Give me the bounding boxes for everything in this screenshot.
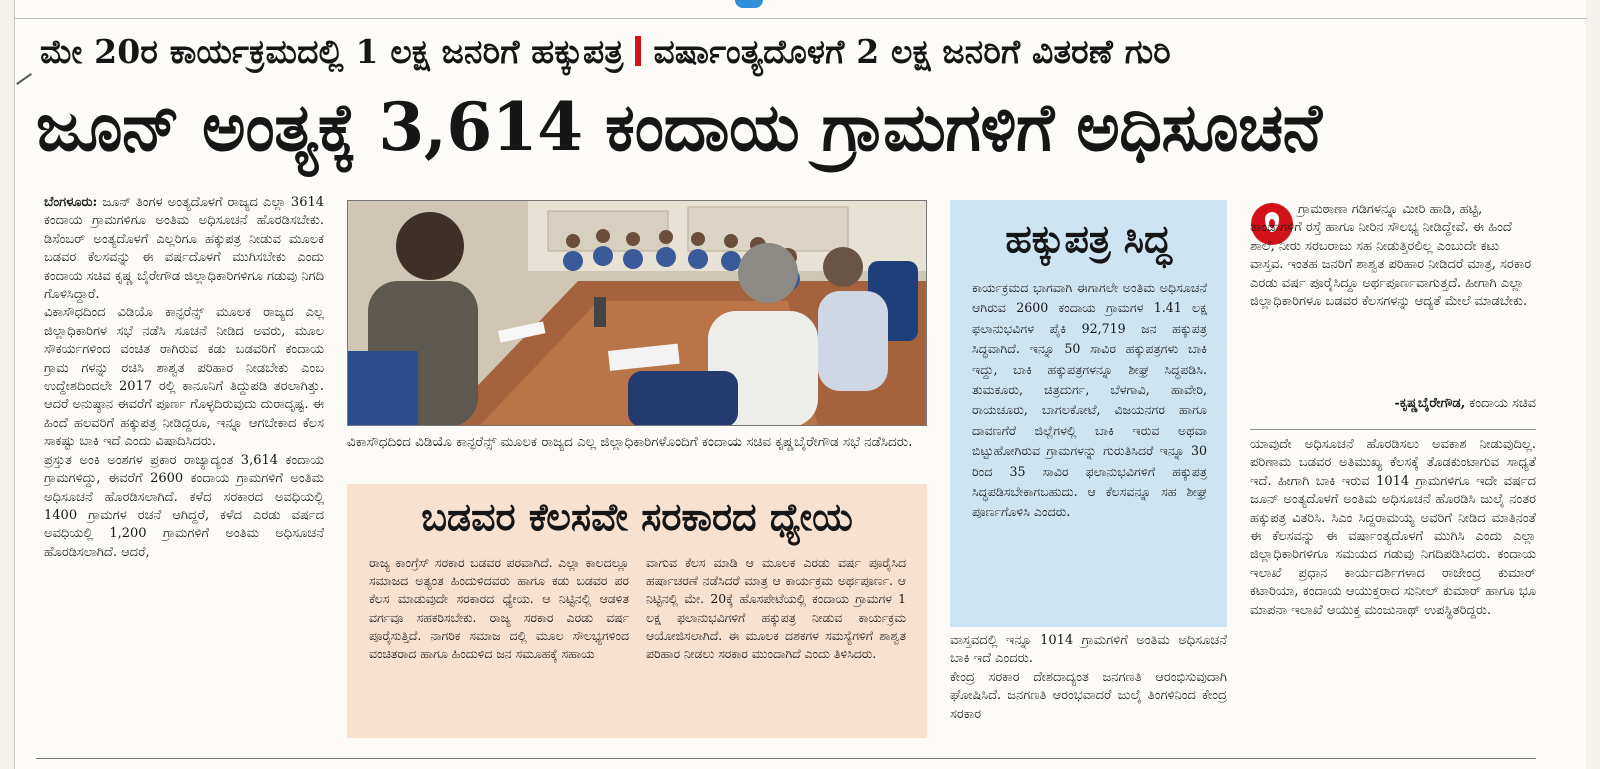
sidebar-box-text-right: ವಾಗುವ ಕೆಲಸ ಮಾಡಿ ಆ ಮೂಲಕ ಎರಡು ವರ್ಷ ಪೂರೈಸಿದ ಹರ್ಷಾಚರಣೆ ನಡೆಸಿದರೆ ಮಾತ್ರ ಆ ಕಾರ್ಯಕ್ರಮ ಅರ್ಥಪೂರ್ಣ. ಆ ನಿಟ್ಟಿನಲ್ಲಿ ಮೇ. 20ಕ್ಕೆ ಹೊಸಪೇಟೆಯಲ್ಲಿ ಕಂದಾಯ ಗ್ರಾಮಗಳ 1 ಲಕ್ಷ ಫಲಾನುಭವಿಗಳಿಗೆ ಹಕ್ಕುಪತ್ರ ನೀಡುವ ಕಾರ್ಯಕ್ರಮ ಆಯೋಜಿಸಲಾಗಿದೆ. ಈ ಮೂಲಕ ದಶಕಗಳ ಸಮಸ್ಯೆಗಳಿಗೆ ಶಾಶ್ವತ ಪರಿಹಾರ ನೀಡಲು ಸರಕಾರ ಮುಂದಾಗಿದೆ ಎಂದು ತಿಳಿಸಿದರು. xyxy=(646,555,906,662)
quote-author: -ಕೃಷ್ಣಬೈರೇಗೌಡ, xyxy=(1394,396,1466,411)
top-rule xyxy=(15,18,1587,19)
page-fold-mark xyxy=(16,73,32,85)
kicker-left: ಮೇ 20ರ ಕಾರ್ಯಕ್ರಮದಲ್ಲಿ 1 ಲಕ್ಷ ಜನರಿಗೆ ಹಕ್ಕುಪತ್ರ xyxy=(40,32,624,71)
sidebar-box-text-left: ರಾಜ್ಯ ಕಾಂಗ್ರೆಸ್ ಸರಕಾರ ಬಡವರ ಪರವಾಗಿದೆ. ಎಲ್ಲಾ ಕಾಲದಲ್ಲೂ ಸಮಾಜದ ಅತ್ಯಂತ ಹಿಂದುಳಿದವರು ಹಾಗೂ ಕಡು ಬಡವರ ಪರ ಕೆಲಸ ಮಾಡುವುದೇ ಸರಕಾರದ ಧ್ಯೇಯ. ಆ ನಿಟ್ಟಿನಲ್ಲಿ ಆಡಳಿತ ವರ್ಗವೂ ಸಹಕರಿಸಬೇಕು. ರಾಜ್ಯ ಸರಕಾರ ಎರಡು ವರ್ಷ ಪೂರೈಸುತ್ತಿದೆ. ನಾಗರಿಕ ಸಮಾಜ ದಲ್ಲಿ ಮೂಲ ಸೌಲಭ್ಯಗಳಿಂದ ವಂಚಿತರಾದ ಹಾಗೂ ಹಿಂದುಳಿದ ಜನ ಸಮೂಹಕ್ಕೆ ಸಹಾಯ xyxy=(369,555,629,662)
dateline: ಬೆಂಗಳೂರು: xyxy=(44,195,98,210)
quote-attribution xyxy=(1376,396,1536,411)
column-4-divider xyxy=(1250,429,1536,430)
column-4: ಯಾವುದೇ ಅಧಿಸೂಚನೆ ಹೊರಡಿಸಲು ಅವಕಾಶ ನೀಡುವುದಿಲ್ಲ. ಪರಿಣಾಮ ಬಡವರ ಅತಿಮುಖ್ಯ ಕೆಲಸಕ್ಕೆ ತೊಡಕುಂಟಾಗುವ ಸಾಧ್ಯತೆ ಇದೆ. ಹೀಗಾಗಿ ಬಾಕಿ ಇರುವ 1014 ಗ್ರಾಮಗಳಿಗೂ ಇದೇ ವರ್ಷದ ಜೂನ್ ಅಂತ್ಯದೊಳಗೆ ಅಂತಿಮ ಅಧಿಸೂಚನೆ ಹೊರಡಿಸಿ ಜುಲೈ ನಂತರ ಹಕ್ಕುಪತ್ರ ವಿತರಿಸಿ. ಸಿಎಂ ಸಿದ್ದರಾಮಯ್ಯ ಅವರಿಗೆ ನೀಡಿದ ಮಾತಿನಂತೆ ಈ ಕೆಲಸವನ್ನು ಈ ವರ್ಷಾಂತ್ಯದೊಳಗೆ ಮುಗಿಸಿ ಎಂದು ಎಲ್ಲಾ ಜಿಲ್ಲಾಧಿಕಾರಿಗಳಿಗೂ ಸಮಯದ ಗಡುವು ನಿಗದಿಪಡಿಸಿದರು. ಕಂದಾಯ ಇಲಾಖೆ ಪ್ರಧಾನ ಕಾರ್ಯದರ್ಶಿಗಳಾದ ರಾಜೇಂದ್ರ ಕುಮಾರ್ ಕಟಾರಿಯಾ, ಕಂದಾಯ ಆಯುಕ್ತರಾದ ಸುನೀಲ್ ಕುಮಾರ್ ಹಾಗೂ ಭೂ ಮಾಪನಾ ಇಲಾಖೆ ಆಯುಕ್ತ ಮಂಜುನಾಥ್ ಉಪಸ್ಥಿತರಿದ್ದರು. xyxy=(1250,437,1536,618)
kicker-separator xyxy=(635,36,641,66)
kicker-headline xyxy=(40,32,1540,80)
column-1-text: ಜೂನ್ ತಿಂಗಳ ಅಂತ್ಯದೊಳಗೆ ರಾಜ್ಯದ ಎಲ್ಲಾ 3614 ಕಂದಾಯ ಗ್ರಾಮಗಳಿಗೂ ಅಂತಿಮ ಅಧಿಸೂಚನೆ ಹೊರಡಿಸಬೇಕು. ಡಿಸೆಂಬರ್ ಅಂತ್ಯದೊಳಗೆ ಎಲ್ಲರಿಗೂ ಹಕ್ಕುಪತ್ರ ನೀಡುವ ಮೂಲಕ ಬಡವರ ಕೆಲಸವನ್ನು ಈ ವರ್ಷದೊಳಗೆ ಮುಗಿಸಬೇಕು ಎಂದು ಕಂದಾಯ ಸಚಿವ ಕೃಷ್ಣ ಬೈರೇಗೌಡ ಜಿಲ್ಲಾಧಿಕಾರಿಗಳಿಗೂ ಗಡುವು ನಿಗದಿ ಗೊಳಿಸಿದ್ದಾರೆ. ವಿಕಾಸೌಧದಿಂದ ವಿಡಿಯೊ ಕಾನ್ಫರೆನ್ಸ್ ಮೂಲಕ ರಾಜ್ಯದ ಎಲ್ಲ ಜಿಲ್ಲಾಧಿಕಾರಿಗಳ ಸಭೆ ನಡೆಸಿ ಸೂಚನೆ ನೀಡಿದ ಅವರು, ಮೂಲ ಸೌಕರ್ಯಗಳಿಂದ ವಂಚಿತ ರಾಗಿರುವ ಕಡು ಬಡವರಿಗೆ ಕಂದಾಯ ಗ್ರಾಮ ಗಳನ್ನು ರಚಿಸಿ ಶಾಶ್ವತ ಪರಿಹಾರ ನೀಡಬೇಕು ಎಂಬ ಉದ್ದೇಶದಿಂದಲೇ 2017 ರಲ್ಲಿ ಕಾನೂನಿಗೆ ತಿದ್ದುಪಡಿ ತರಲಾಗಿತ್ತು. ಆದರೆ ಅನುಷ್ಠಾನ ಈವರೆಗೆ ಪೂರ್ಣ ಗೊಳ್ಳದಿರುವುದು ದುರಾದೃಷ್ಟ. ಈ ಹಿಂದೆ ಹಲವರಿಗೆ ಹಕ್ಕುಪತ್ರ ನೀಡಿದ್ದರೂ, ಇನ್ನೂ ಆಗಬೇಕಾದ ಕೆಲಸ ಸಾಕಷ್ಟು ಬಾಕಿ ಇದೆ ಎಂದು ವಿಷಾದಿಸಿದರು. ಪ್ರಸ್ತುತ ಅಂಕಿ ಅಂಶಗಳ ಪ್ರಕಾರ ರಾಜ್ಯಾದ್ಯಂತ 3,614 ಕಂದಾಯ ಗ್ರಾಮಗಳಿದ್ದು, ಈವರೆಗೆ 2600 ಕಂದಾಯ ಗ್ರಾಮಗಳಿಗೆ ಅಂತಿಮ ಅಧಿಸೂಚನೆ ಹೊರಡಿಸಲಾಗಿದೆ. ಕಳೆದ ಸರಕಾರದ ಅವಧಿಯಲ್ಲಿ 1400 ಗ್ರಾಮಗಳ ರಚನೆ ಆಗಿದ್ದರೆ, ಕಳೆದ ಎರಡು ವರ್ಷದ ಅವಧಿಯಲ್ಲಿ 1,200 ಗ್ರಾಮಗಳಿಗೆ ಅಂತಿಮ ಅಧಿಸೂಚನೆ ಹೊರಡಿಸಲಾಗಿದೆ. ಆದರೆ, xyxy=(44,195,324,560)
main-headline: ಜೂನ್ ಅಂತ್ಯಕ್ಕೆ 3,614 ಕಂದಾಯ ಗ್ರಾಮಗಳಿಗೆ ಅಧಿಸೂಚನೆ xyxy=(36,88,1322,166)
kicker-right: ವರ್ಷಾಂತ್ಯದೊಳಗೆ 2 ಲಕ್ಷ ಜನರಿಗೆ ವಿತರಣೆ ಗುರಿ xyxy=(653,32,1171,71)
meeting-photo xyxy=(347,200,927,426)
bottom-rule xyxy=(36,758,1536,759)
sidebar-box-poor-welfare xyxy=(347,484,927,738)
masthead-logo-fragment xyxy=(735,0,763,8)
minister-quote: ಗ್ರಾಮಠಾಣಾ ಗಡಿಗಳನ್ನೂ ಮೀರಿ ಹಾಡಿ, ಹಟ್ಟಿ, ತಾಂಡಾಗಳಿಗೆ ರಸ್ತೆ ಹಾಗೂ ನೀರಿನ ಸೌಲಭ್ಯ ನೀಡಿದ್ದೇವೆ. ಈ ಹಿಂದೆ ಶಾಲೆ, ನೀರು ಸರಬರಾಜು ಸಹ ನೀಡುತ್ತಿರಲಿಲ್ಲ ಎಂಬುದೇ ಕಟು ವಾಸ್ತವ. ಇಂತಹ ಜನರಿಗೆ ಶಾಶ್ವತ ಪರಿಹಾರ ನೀಡಿದರೆ ಮಾತ್ರ, ಸರಕಾರ ಎರಡು ವರ್ಷ ಪೂರೈಸಿದ್ದೂ ಅರ್ಥಪೂರ್ಣವಾಗುತ್ತದೆ. ಹೀಗಾಗಿ ಎಲ್ಲಾ ಜಿಲ್ಲಾಧಿಕಾರಿಗಳೂ ಬಡವರ ಕೆಲಸಗಳನ್ನು ಆದ್ಯತೆ ಮೇಲೆ ಮಾಡಬೇಕು. xyxy=(1250,202,1532,310)
bluebox-text: ಕಾರ್ಯಕ್ರಮದ ಭಾಗವಾಗಿ ಈಗಾಗಲೇ ಅಂತಿಮ ಅಧಿಸೂಚನೆ ಆಗಿರುವ 2600 ಕಂದಾಯ ಗ್ರಾಮಗಳ 1.41 ಲಕ್ಷ ಫಲಾನುಭವಿಗಳ ಪೈಕಿ 92,719 ಜನ ಹಕ್ಕುಪತ್ರ ಸಿದ್ಧವಾಗಿದೆ. ಇನ್ನೂ 50 ಸಾವಿರ ಹಕ್ಕುಪತ್ರಗಳು ಬಾಕಿ ಇದ್ದು, ಬಾಕಿ ಹಕ್ಕುಪತ್ರಗಳನ್ನೂ ಶೀಘ್ರ ಸಿದ್ಧಪಡಿಸಿ. ತುಮಕೂರು, ಚಿತ್ರದುರ್ಗ, ಬೆಳಗಾವಿ, ಹಾವೇರಿ, ರಾಯಚೂರು, ಬಾಗಲಕೋಟೆ, ವಿಜಯನಗರ ಹಾಗೂ ದಾವಣಗೆರೆ ಜಿಲ್ಲೆಗಳಲ್ಲಿ ಬಾಕಿ ಇರುವ ಅಥವಾ ಬಿಟ್ಟುಹೋಗಿರುವ ಗ್ರಾಮಗಳನ್ನು ಗುರುತಿಸಿದರೆ ಇನ್ನೂ 30 ರಿಂದ 35 ಸಾವಿರ ಫಲಾನುಭವಿಗಳಿಗೆ ಹಕ್ಕುಪತ್ರ ಸಿದ್ಧಪಡಿಸಬೇಕಾಗಬಹುದು. ಆ ಕೆಲಸವನ್ನೂ ಸಹ ಶೀಘ್ರ ಪೂರ್ಣಗೊಳಿಸಿ ಎಂದರು. xyxy=(972,280,1207,520)
column-3-continued: ವಾಸ್ತವದಲ್ಲಿ ಇನ್ನೂ 1014 ಗ್ರಾಮಗಳಿಗೆ ಅಂತಿಮ ಅಧಿಸೂಚನೆ ಬಾಕಿ ಇದೆ ಎಂದರು. ಕೇಂದ್ರ ಸರಕಾರ ದೇಶದಾದ್ಯಂತ ಜನಗಣತಿ ಆರಂಭಿಸುವುದಾಗಿ ಘೋಷಿಸಿದೆ. ಜನಗಣತಿ ಆರಂಭವಾದರೆ ಜುಲೈ ತಿಂಗಳಿನಿಂದ ಕೇಂದ್ರ ಸರಕಾರ xyxy=(950,633,1227,722)
quote-role: ಕಂದಾಯ ಸಚಿವ xyxy=(1465,396,1536,411)
meeting-photo-illustration xyxy=(348,201,927,426)
sidebar-box-title: ಬಡವರ ಕೆಲಸವೇ ಸರಕಾರದ ಧ್ಯೇಯ xyxy=(421,494,853,539)
bluebox-title: ಹಕ್ಕುಪತ್ರ ಸಿದ್ಧ xyxy=(1005,216,1172,261)
sidebar-box-title-deeds xyxy=(950,200,1227,627)
photo-caption: ವಿಕಾಸೌಧದಿಂದ ವಿಡಿಯೊ ಕಾನ್ಫರೆನ್ಸ್ ಮೂಲಕ ರಾಜ್ಯದ ಎಲ್ಲ ಜಿಲ್ಲಾಧಿಕಾರಿಗಳೊಂದಿಗೆ ಕಂದಾಯ ಸಚಿವ ಕೃಷ್ಣಬೈರೇಗೌಡ ಸಭೆ ನಡೆಸಿದರು. xyxy=(347,434,913,450)
column-1 xyxy=(44,194,324,742)
